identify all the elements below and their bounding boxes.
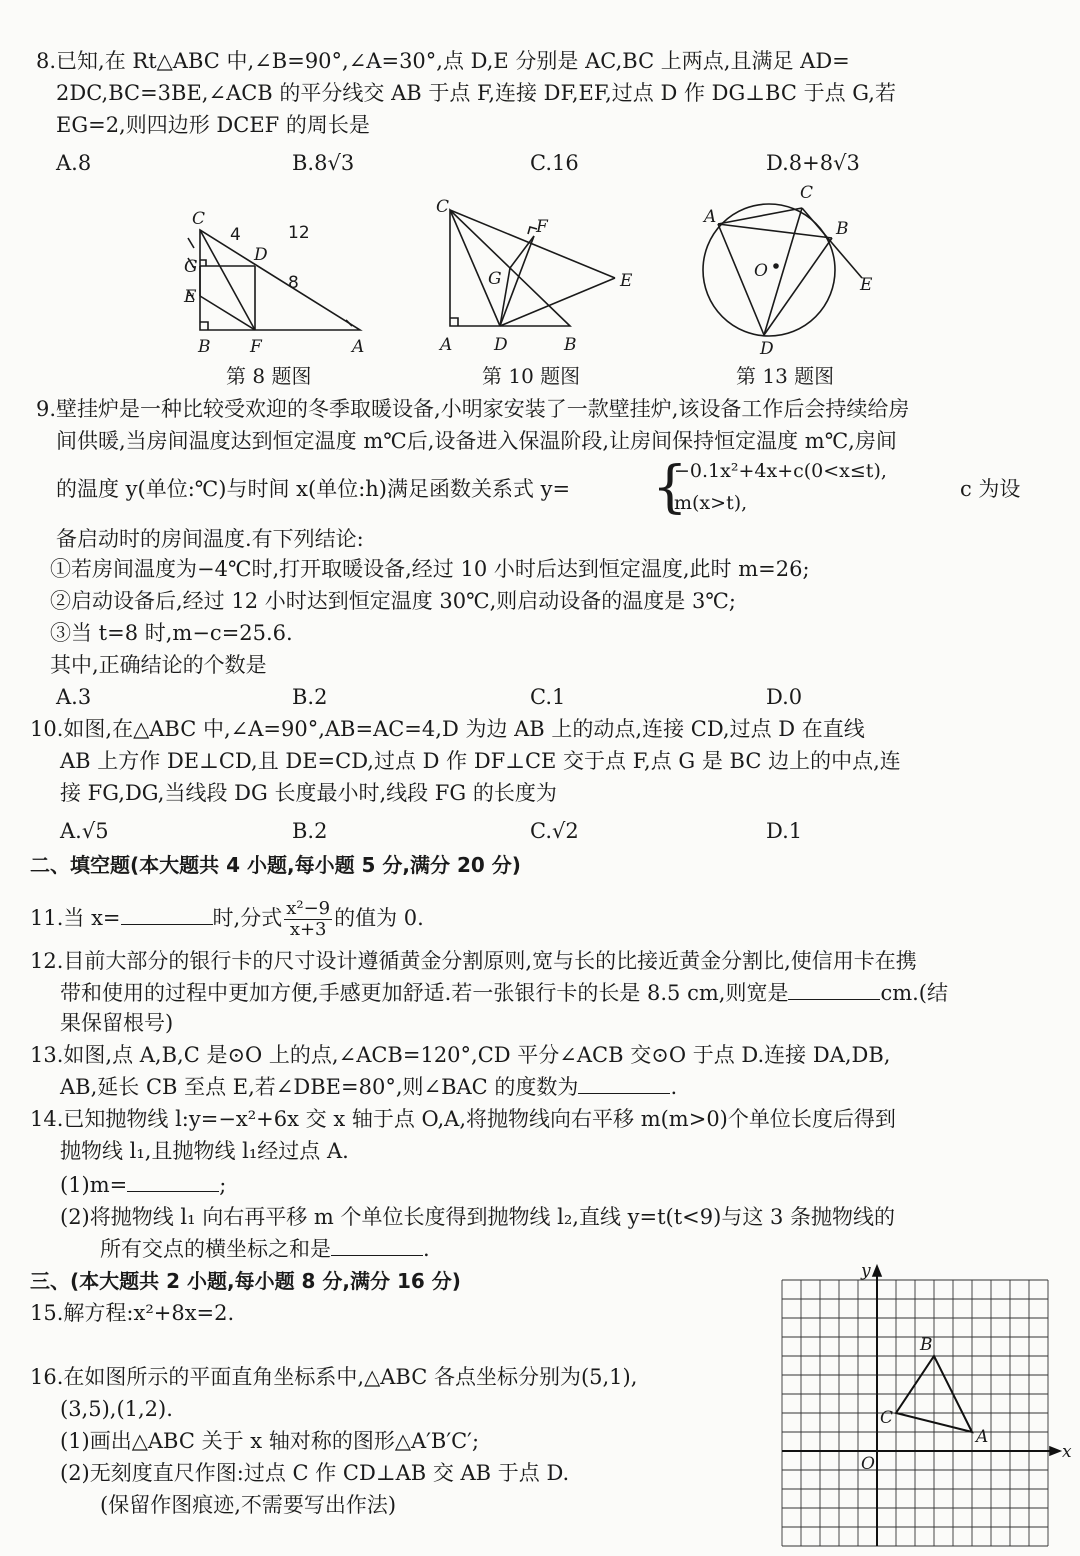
grid-origin-label: O <box>861 1454 875 1474</box>
grid-x-arrow <box>1050 1447 1060 1455</box>
fig10-fg <box>510 236 534 268</box>
fig10-label-c: C <box>436 197 450 217</box>
q8-option-b: B.8√3 <box>292 151 355 175</box>
q9-conclusion-2: ②启动设备后,经过 12 小时达到恒定温度 30℃,则启动设备的温度是 3℃; <box>50 589 736 613</box>
q10-option-c: C.√2 <box>530 819 579 843</box>
grid-axis-label-x: x <box>1062 1442 1072 1462</box>
fig8-cf <box>200 230 255 330</box>
q10-option-b: B.2 <box>292 819 328 843</box>
fig8-label-f: F <box>250 337 262 357</box>
q14-part2-line2 <box>100 1234 430 1264</box>
q9-option-c: C.1 <box>530 685 566 709</box>
q11-fraction <box>284 899 332 940</box>
q16-line2: (3,5),(1,2). <box>60 1397 173 1421</box>
q9-line1: 9.壁挂炉是一种比较受欢迎的冬季取暖设备,小明家安装了一款壁挂炉,该设备工作后会持续给房 <box>36 397 910 421</box>
q9-conclusion-1: ①若房间温度为−4℃时,打开取暖设备,经过 10 小时后达到恒定温度,此时 m=26; <box>50 557 810 581</box>
section-3-heading: 三、(本大题共 2 小题,每小题 8 分,满分 16 分) <box>30 1269 461 1293</box>
fig10-label-b: B <box>564 335 577 355</box>
fig10-right-angle-a <box>450 318 458 326</box>
fig10-de <box>500 278 615 326</box>
grid-y-arrow <box>873 1266 881 1276</box>
grid-axis-label-y: y <box>861 1261 871 1281</box>
q16-part3: (保留作图痕迹,不需要写出作法) <box>100 1493 397 1517</box>
fig8-caption: 第 8 题图 <box>226 364 312 388</box>
figure-13 <box>690 180 890 360</box>
q14-part1-b: ; <box>219 1173 227 1197</box>
grid-point-label-a: A <box>976 1427 989 1447</box>
q13-answer-blank[interactable] <box>578 1073 670 1094</box>
q14-part2-blank[interactable] <box>331 1235 423 1256</box>
q16-coordinate-grid <box>770 1260 1072 1550</box>
q11-post: 的值为 0. <box>334 906 424 930</box>
q9-case2: m(x>t), <box>674 492 748 514</box>
q10-line1: 10.如图,在△ABC 中,∠A=90°,AB=AC=4,D 为边 AB 上的动点,连接 CD,过点 D 在直线 <box>30 717 865 741</box>
fig8-label-g: G <box>184 257 198 277</box>
fig8-hand-marks <box>188 238 352 326</box>
q8-line3: EG=2,则四边形 DCEF 的周长是 <box>56 113 370 137</box>
q12-line2a: 带和使用的过程中更加方便,手感更加舒适.若一张银行卡的长是 8.5 cm,则宽是 <box>60 981 789 1005</box>
q11-denominator: x+3 <box>289 919 327 940</box>
q10-line2: AB 上方作 DE⊥CD,且 DE=CD,过点 D 作 DF⊥CE 交于点 F,点 G 是 BC 边上的中点,连 <box>60 749 901 773</box>
q8-option-a: A.8 <box>56 151 92 175</box>
q13-line2 <box>60 1072 677 1102</box>
q14-line2: 抛物线 l₁,且抛物线 l₁经过点 A. <box>60 1139 349 1163</box>
fig10-label-f: F <box>536 217 548 237</box>
fig8-label-c: C <box>192 209 206 229</box>
fig13-caption: 第 13 题图 <box>736 364 835 388</box>
fig13-label-e: E <box>860 275 873 295</box>
q8-line1: 8.已知,在 Rt△ABC 中,∠B=90°,∠A=30°,点 D,E 分别是 AC,BC 上两点,且满足 AD= <box>36 49 850 73</box>
q11-answer-blank[interactable] <box>121 904 213 925</box>
fig13-bd <box>764 238 832 335</box>
fig13-ab <box>718 224 832 238</box>
q8-line2: 2DC,BC=3BE,∠ACB 的平分线交 AB 于点 F,连接 DF,EF,过点 D 作 DG⊥BC 于点 G,若 <box>56 81 896 105</box>
q14-part2-b: 所有交点的横坐标之和是 <box>100 1237 331 1261</box>
fig13-center-dot <box>774 264 778 268</box>
fig13-label-b: B <box>836 219 849 239</box>
q10-option-d: D.1 <box>766 819 803 843</box>
q9-ask: 其中,正确结论的个数是 <box>50 653 267 677</box>
q8-option-d: D.8+8√3 <box>766 151 860 175</box>
figure-8 <box>170 200 380 360</box>
q12-line1: 12.目前大部分的银行卡的尺寸设计遵循黄金分割原则,宽与长的比接近黄金分割比,使信用卡在携 <box>30 949 917 973</box>
q9-line2: 间供暖,当房间温度达到恒定温度 m℃后,设备进入保温阶段,让房间保持恒定温度 m℃,房间 <box>56 429 897 453</box>
section-2-heading: 二、填空题(本大题共 4 小题,每小题 5 分,满分 20 分) <box>30 853 521 877</box>
q16-line1: 16.在如图所示的平面直角坐标系中,△ABC 各点坐标分别为(5,1), <box>30 1365 638 1389</box>
fig8-label-b: B <box>198 337 211 357</box>
q12-line2b: cm.(结 <box>880 981 948 1005</box>
grid-point-label-c: C <box>880 1408 894 1428</box>
fig13-label-a: A <box>704 207 717 227</box>
q9-brace: { <box>652 455 688 520</box>
q11-mid: 时,分式 <box>212 906 283 930</box>
q15: 15.解方程:x²+8x=2. <box>30 1301 235 1325</box>
q14-part1-blank[interactable] <box>127 1171 219 1192</box>
fig8-note-4: 4 <box>230 225 241 245</box>
q14-part1 <box>60 1170 226 1200</box>
q9-option-b: B.2 <box>292 685 328 709</box>
fig8-note-12: 12 <box>288 223 310 243</box>
q14-part1-a: (1)m= <box>60 1173 128 1197</box>
q9-case1: −0.1x²+4x+c(0<x≤t), <box>674 460 887 482</box>
fig8-triangle <box>200 230 360 330</box>
q9-option-d: D.0 <box>766 685 803 709</box>
fig8-note-8: 8 <box>288 273 299 293</box>
q10-line3: 接 FG,DG,当线段 DG 长度最小时,线段 FG 的长度为 <box>60 781 557 805</box>
fig10-caption: 第 10 题图 <box>482 364 581 388</box>
q9-line3a: 的温度 y(单位:℃)与时间 x(单位:h)满足函数关系式 y= <box>56 477 571 501</box>
q11-numerator: x²−9 <box>286 898 331 919</box>
fig10-label-g: G <box>488 269 502 289</box>
q13-line2a: AB,延长 CB 至点 E,若∠DBE=80°,则∠BAC 的度数为 <box>60 1075 579 1099</box>
fig10-label-d: D <box>494 335 508 355</box>
fig13-label-d: D <box>760 339 774 359</box>
q9-line3b: c 为设 <box>960 477 1021 501</box>
fig8-right-angle <box>200 322 208 330</box>
grid-point-label-b: B <box>920 1335 933 1355</box>
grid-axes <box>782 1266 1060 1546</box>
fig10-df <box>500 236 534 326</box>
q11 <box>30 898 424 940</box>
fig13-cd <box>764 208 802 335</box>
q16-part1: (1)画出△ABC 关于 x 轴对称的图形△A′B′C′; <box>60 1429 480 1453</box>
q11-pre: 11.当 x= <box>30 906 121 930</box>
fig13-label-c: C <box>800 183 814 203</box>
fig10-label-a: A <box>440 335 453 355</box>
q14-part2: (2)将抛物线 l₁ 向右再平移 m 个单位长度得到抛物线 l₂,直线 y=t(t<9)与这 3 条抛物线的 <box>60 1205 896 1229</box>
q9-option-a: A.3 <box>56 685 92 709</box>
fig8-label-e: E <box>184 287 197 307</box>
q12-answer-blank[interactable] <box>788 979 880 1000</box>
fig13-label-o: O <box>754 261 768 281</box>
fig10-label-e: E <box>620 271 633 291</box>
q12-line2 <box>60 978 948 1008</box>
fig8-label-d: D <box>254 245 268 265</box>
q9-conclusion-3: ③当 t=8 时,m−c=25.6. <box>50 621 293 645</box>
q10-option-a: A.√5 <box>60 819 109 843</box>
q13-line1: 13.如图,点 A,B,C 是⊙O 上的点,∠ACB=120°,CD 平分∠ACB 交⊙O 于点 D.连接 DA,DB, <box>30 1043 891 1067</box>
figure-10 <box>430 190 650 360</box>
fig8-right-angle-g <box>200 260 206 266</box>
q16-part2: (2)无刻度直尺作图:过点 C 作 CD⊥AB 交 AB 于点 D. <box>60 1461 570 1485</box>
q14-line1: 14.已知抛物线 l:y=−x²+6x 交 x 轴于点 O,A,将抛物线向右平移 m(m>0)个单位长度后得到 <box>30 1107 896 1131</box>
q13-line2b: . <box>670 1075 678 1099</box>
fig8-label-a: A <box>352 337 365 357</box>
q9-line4: 备启动时的房间温度.有下列结论: <box>56 527 364 551</box>
q8-option-c: C.16 <box>530 151 579 175</box>
q14-part2-c: . <box>423 1237 430 1261</box>
grid-lines <box>782 1280 1048 1546</box>
q12-line3: 果保留根号) <box>60 1011 174 1035</box>
